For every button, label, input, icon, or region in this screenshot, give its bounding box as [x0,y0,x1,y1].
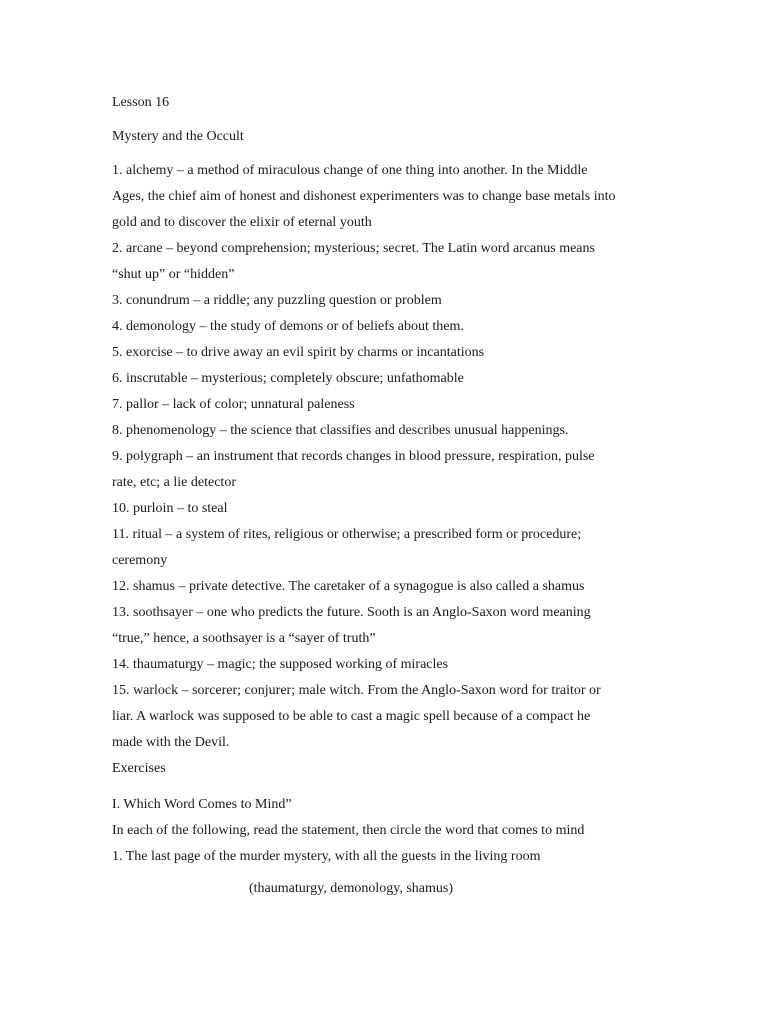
entry-line: made with the Devil. [112,735,230,750]
vocab-entry-7 [112,392,652,418]
vocab-entry-15 [112,678,652,756]
vocab-entry-11 [112,522,652,574]
vocab-entry-1 [112,158,652,236]
vocabulary-list [112,158,652,756]
entry-line: Ages, the chief aim of honest and dishonest experimenters was to change base metals into [112,189,616,204]
vocab-entry-14 [112,652,652,678]
exercise-question-1: 1. The last page of the murder mystery, with all the guests in the living room [112,849,541,864]
vocab-entry-12 [112,574,652,600]
entry-line: 3. conundrum – a riddle; any puzzling question or problem [112,293,442,308]
entry-line: gold and to discover the elixir of eternal youth [112,215,372,230]
entry-line: 9. polygraph – an instrument that records changes in blood pressure, respiration, pulse [112,449,595,464]
exercise-section-title: I. Which Word Comes to Mind” [112,797,292,812]
exercise-instructions: In each of the following, read the statement, then circle the word that comes to mind [112,823,585,838]
lesson-number: Lesson 16 [112,95,170,110]
vocab-entry-3 [112,288,652,314]
entry-line: 7. pallor – lack of color; unnatural paleness [112,397,355,412]
entry-line: 14. thaumaturgy – magic; the supposed working of miracles [112,657,449,672]
vocab-entry-4 [112,314,652,340]
entry-line: 4. demonology – the study of demons or of beliefs about them. [112,319,464,334]
vocab-entry-10 [112,496,652,522]
vocab-entry-13 [112,600,652,652]
entry-line: 2. arcane – beyond comprehension; mysterious; secret. The Latin word arcanus means [112,241,595,256]
vocab-entry-2 [112,236,652,288]
entry-line: 8. phenomenology – the science that classifies and describes unusual happenings. [112,423,569,438]
entry-line: 10. purloin – to steal [112,501,228,516]
entry-line: 15. warlock – sorcerer; conjurer; male witch. From the Anglo-Saxon word for traitor or [112,683,601,698]
vocab-entry-8 [112,418,652,444]
exercises-heading: Exercises [112,761,166,776]
entry-line: ceremony [112,553,168,568]
entry-line: liar. A warlock was supposed to be able to cast a magic spell because of a compact he [112,709,591,724]
entry-line: 5. exorcise – to drive away an evil spirit by charms or incantations [112,345,485,360]
entry-line: “true,” hence, a soothsayer is a “sayer of truth” [112,631,376,646]
vocab-entry-9 [112,444,652,496]
entry-line: 13. soothsayer – one who predicts the future. Sooth is an Anglo-Saxon word meaning [112,605,591,620]
entry-line: “shut up” or “hidden” [112,267,235,282]
exercise-choices-1: (thaumaturgy, demonology, shamus) [249,881,454,896]
entry-line: rate, etc; a lie detector [112,475,236,490]
document-page [112,90,652,902]
lesson-title: Mystery and the Occult [112,129,244,144]
entry-line: 12. shamus – private detective. The caretaker of a synagogue is also called a shamus [112,579,585,594]
vocab-entry-5 [112,340,652,366]
entry-line: 6. inscrutable – mysterious; completely obscure; unfathomable [112,371,464,386]
entry-line: 11. ritual – a system of rites, religious or otherwise; a prescribed form or procedure; [112,527,582,542]
entry-line: 1. alchemy – a method of miraculous change of one thing into another. In the Middle [112,163,588,178]
vocab-entry-6 [112,366,652,392]
